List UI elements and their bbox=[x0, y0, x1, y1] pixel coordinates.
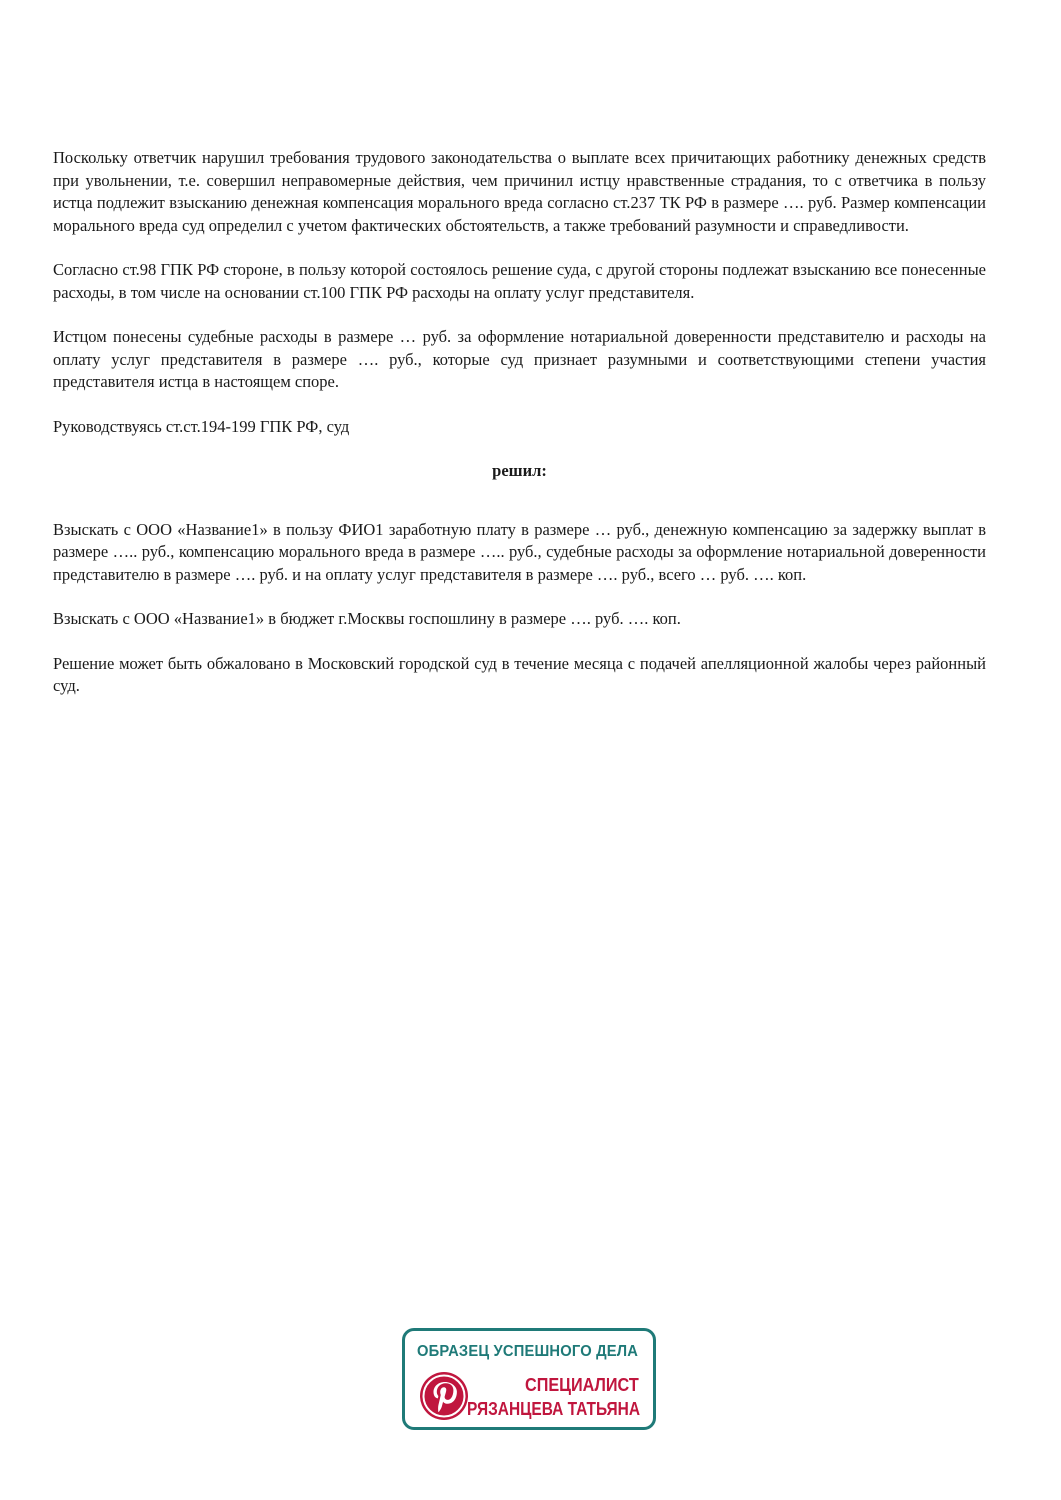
paragraph-guided-by: Руководствуясь ст.ст.194-199 ГПК РФ, суд bbox=[53, 416, 350, 436]
resolution-appeal: Решение может быть обжаловано в Московский городской суд в течение месяца с подачей апелляционной жалобы через районный суд. bbox=[53, 653, 986, 695]
paragraph-court-costs-rule: Согласно ст.98 ГПК РФ стороне, в пользу которой состоялось решение суда, с другой стороны подлежат взысканию все понесенные расходы, в том числе на основании ст.100 ГПК РФ расходы на оплату услуг представителя. bbox=[53, 260, 986, 302]
badge-title: ОБРАЗЕЦ УСПЕШНОГО ДЕЛА bbox=[417, 1343, 639, 1360]
paragraph-incurred-costs: Истцом понесены судебные расходы в размере … руб. за оформление нотариальной доверенности представителю и расходы на оплату услуг представителя в размере …. руб., которые суд признает разумными и соответствующими степени участия представителя истца в настоящем споре. bbox=[53, 327, 986, 391]
decision-heading: решил: bbox=[492, 461, 547, 480]
success-sample-badge bbox=[402, 1328, 656, 1430]
paragraph-moral-damage: Поскольку ответчик нарушил требования трудового законодательства о выплате всех причитающих работнику денежных средств при увольнении, т.е. совершил неправомерные действия, чем причинил истцу нравственные страдания, то с ответчика в пользу истца подлежит взысканию денежная компенсация морального вреда согласно ст.237 ТК РФ в размере …. руб. Размер компенсации морального вреда суд определил с учетом фактических обстоятельств, а также требований разумности и справедливости. bbox=[53, 148, 986, 235]
resolution-state-fee: Взыскать с ООО «Название1» в бюджет г.Москвы госпошлину в размере …. руб. …. коп. bbox=[53, 609, 681, 628]
resolution-recover-wages: Взыскать с ООО «Название1» в пользу ФИО1 заработную плату в размере … руб., денежную компенсацию за задержку выплат в размере ….. руб., компенсацию морального вреда в размере ….. руб., судебные расходы за оформление нотариальной доверенности представителю в размере …. руб. и на оплату услуг представителя в размере …. руб., всего … руб. …. коп. bbox=[53, 519, 986, 584]
badge-name: РЯЗАНЦЕВА ТАТЬЯНА bbox=[467, 1399, 641, 1419]
document-body bbox=[53, 147, 986, 720]
badge-specialist: СПЕЦИАЛИСТ bbox=[525, 1375, 639, 1395]
pinterest-icon bbox=[419, 1371, 469, 1421]
